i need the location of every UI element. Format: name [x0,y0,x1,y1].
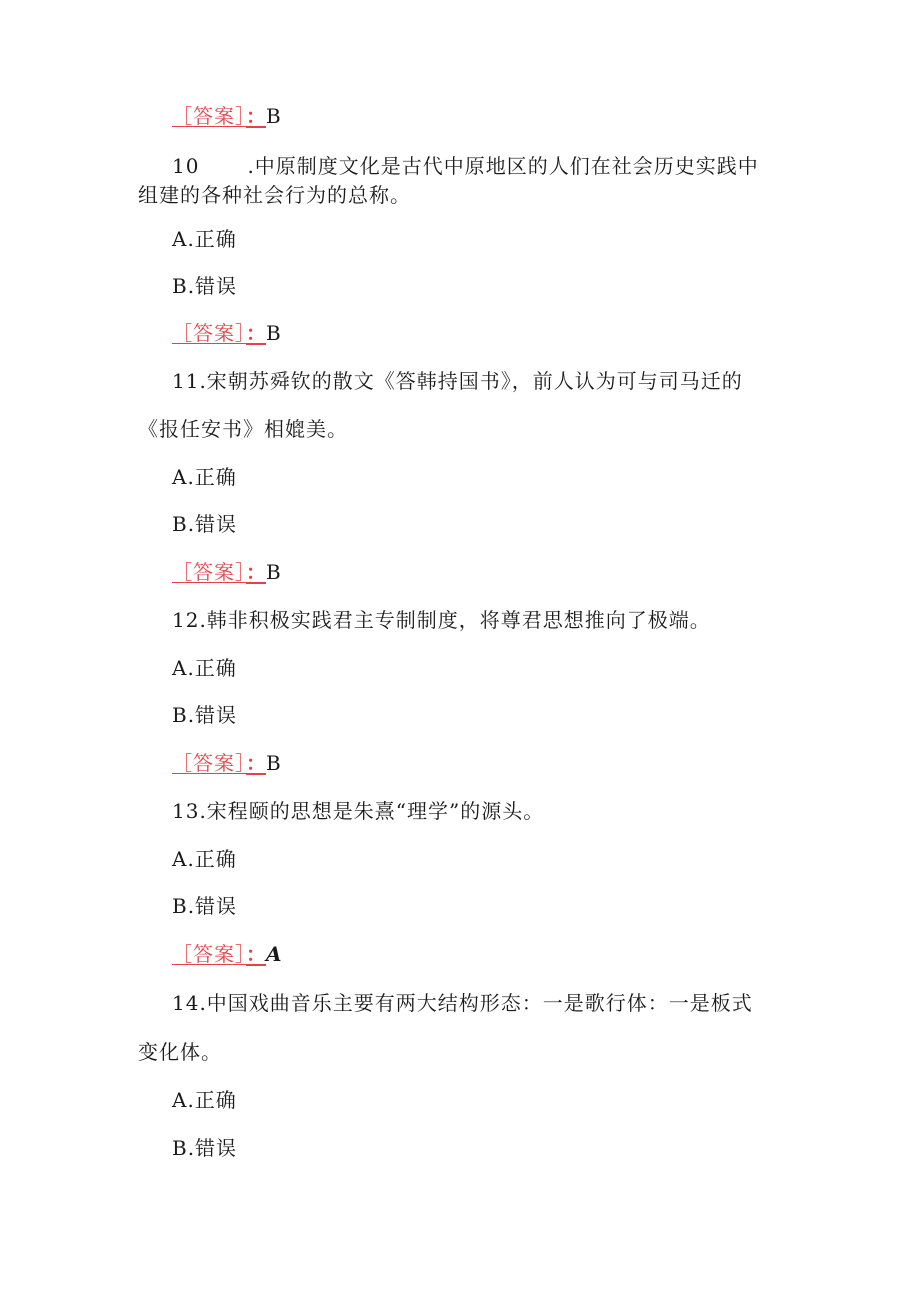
answer-line-q11 [172,560,281,584]
answer-label: ［答案］ [172,942,246,966]
question-11-line-2: 《报任安书》相媲美。 [138,417,348,441]
question-13-option-b: B.错误 [172,894,238,918]
question-10-line-2: 组建的各种社会行为的总称。 [138,183,411,207]
question-12-line-1: 12.韩非积极实践君主专制制度，将尊君思想推向了极端。 [172,608,711,632]
answer-line-q9 [172,104,281,128]
question-11-line-1: 11.宋朝苏舜钦的散文《答韩持国书》，前人认为可与司马迁的 [172,369,743,393]
question-10-number: 10 [172,154,200,178]
question-13-option-a: A.正确 [172,847,237,871]
answer-colon: ： [246,104,266,128]
answer-label: ［答案］ [172,751,246,775]
question-13-line-1: 13.宋程颐的思想是朱熹“理学”的源头。 [172,799,545,823]
question-10-option-b: B.错误 [172,274,238,298]
answer-colon: ： [246,560,266,584]
answer-value: A [266,942,282,966]
question-14-line-2: 变化体。 [138,1040,222,1064]
question-12-option-b: B.错误 [172,703,238,727]
answer-line-q13 [172,942,282,966]
answer-colon: ： [246,751,266,775]
answer-colon: ： [246,321,266,345]
question-10-text-1: .中原制度文化是古代中原地区的人们在社会历史实践中 [247,154,759,178]
answer-line-q10 [172,321,281,345]
answer-line-q12 [172,751,281,775]
answer-label: ［答案］ [172,104,246,128]
answer-label: ［答案］ [172,321,246,345]
answer-value: B [266,751,281,775]
answer-value: B [266,560,281,584]
question-10-option-a: A.正确 [172,227,237,251]
question-11-option-a: A.正确 [172,465,237,489]
question-14-line-1: 14.中国戏曲音乐主要有两大结构形态：一是歌行体：一是板式 [172,991,753,1015]
answer-value: B [266,321,281,345]
question-14-option-b: B.错误 [172,1136,238,1160]
question-14-option-a: A.正确 [172,1088,237,1112]
question-11-option-b: B.错误 [172,512,238,536]
answer-label: ［答案］ [172,560,246,584]
question-12-option-a: A.正确 [172,656,237,680]
answer-colon: ： [246,942,266,966]
question-10-line-1 [172,154,759,178]
answer-value: B [266,104,281,128]
